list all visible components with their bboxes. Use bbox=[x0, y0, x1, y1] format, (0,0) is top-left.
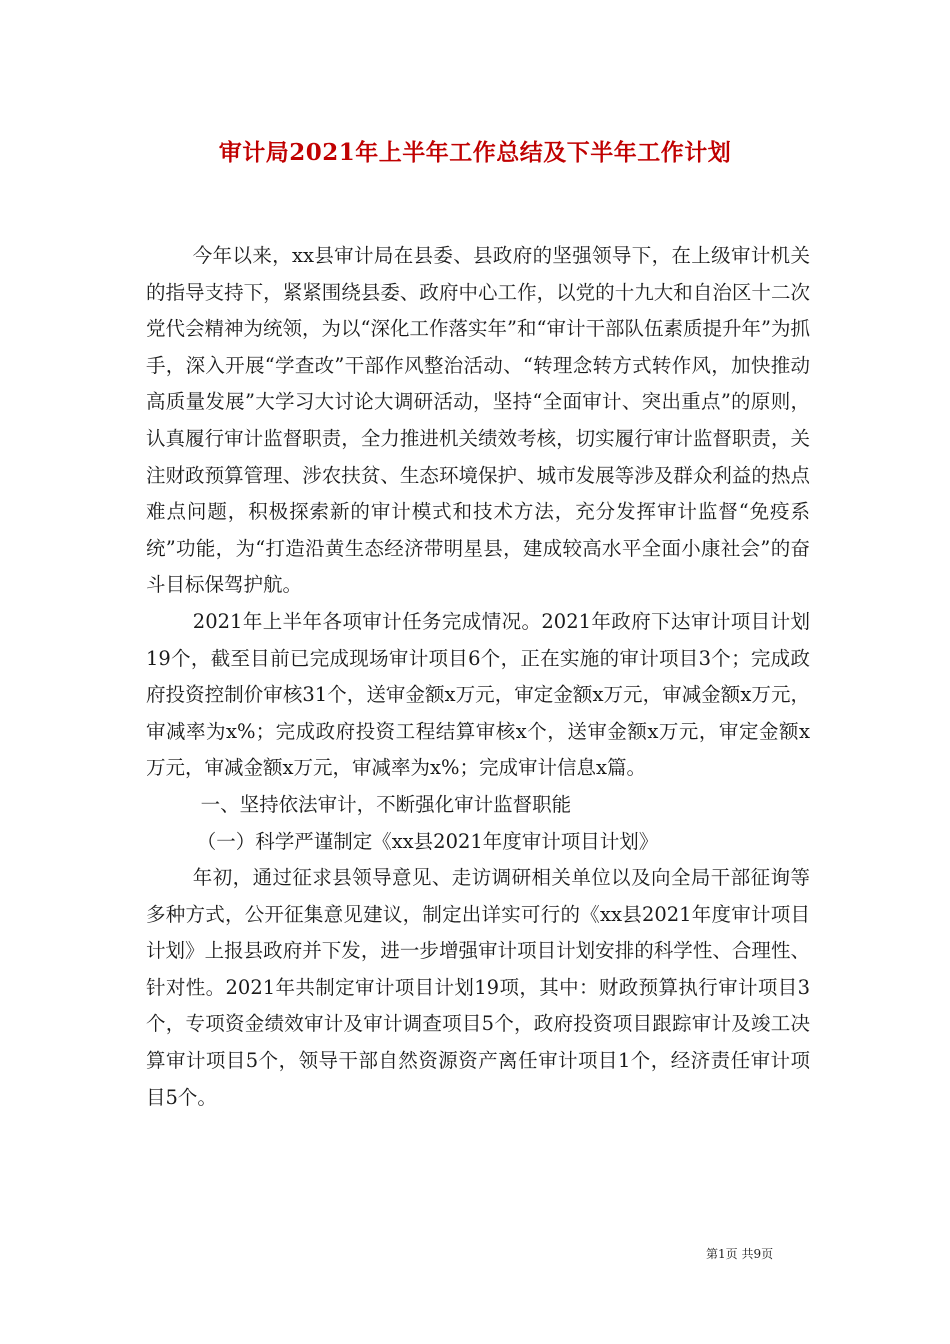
task-summary-paragraph: 2021年上半年各项审计任务完成情况。2021年政府下达审计项目计划19个，截至目前已完成现场审计项目6个，正在实施的审计项目3个；完成政府投资控制价审核31个，送审金额x万元，审定金额x万元，审减金额x万元，审减率为x%；完成政府投资工程结算审核x个，送审金额x万元，审定金额x万元，审减金额x万元，审减率为x%；完成审计信息x篇。 bbox=[146, 609, 810, 780]
plan-paragraph: 年初，通过征求县领导意见、走访调研相关单位以及向全局干部征询等多种方式，公开征集意见建议，制定出详实可行的《xx县2021年度审计项目计划》上报县政府并下发，进一步增强审计项目计划安排的科学性、合理性、针对性。2021年共制定审计项目计划19项，其中：财政预算执行审计项目3个，专项资金绩效审计及审计调查项目5个，政府投资项目跟踪审计及竣工决算审计项目5个，领导干部自然资源资产离任审计项目1个，经济责任审计项目5个。 bbox=[146, 866, 810, 1109]
subsection-heading: （一）科学严谨制定《xx县2021年度审计项目计划》 bbox=[196, 829, 659, 853]
section-heading: 一、坚持依法审计，不断强化审计监督职能 bbox=[200, 792, 572, 816]
page-number: 第1页 共9页 bbox=[706, 1247, 774, 1261]
document-title: 审计局2021年上半年工作总结及下半年工作计划 bbox=[218, 139, 732, 166]
intro-paragraph: 今年以来，xx县审计局在县委、县政府的坚强领导下，在上级审计机关的指导支持下，紧紧围绕县委、政府中心工作，以党的十九大和自治区十二次党代会精神为统领，为以“深化工作落实年”和“审计干部队伍素质提升年”为抓手，深入开展“学查改”干部作风整治活动、“转理念转方式转作风，加快推动高质量发展”大学习大讨论大调研活动，坚持“全面审计、突出重点”的原则，认真履行审计监督职责，全力推进机关绩效考核，切实履行审计监督职责，关注财政预算管理、涉农扶贫、生态环境保护、城市发展等涉及群众利益的热点难点问题，积极探索新的审计模式和技术方法，充分发挥审计监督“免疫系统”功能，为“打造沿黄生态经济带明星县，建成较高水平全面小康社会”的奋斗目标保驾护航。 bbox=[146, 244, 810, 597]
document-body bbox=[146, 238, 810, 1116]
